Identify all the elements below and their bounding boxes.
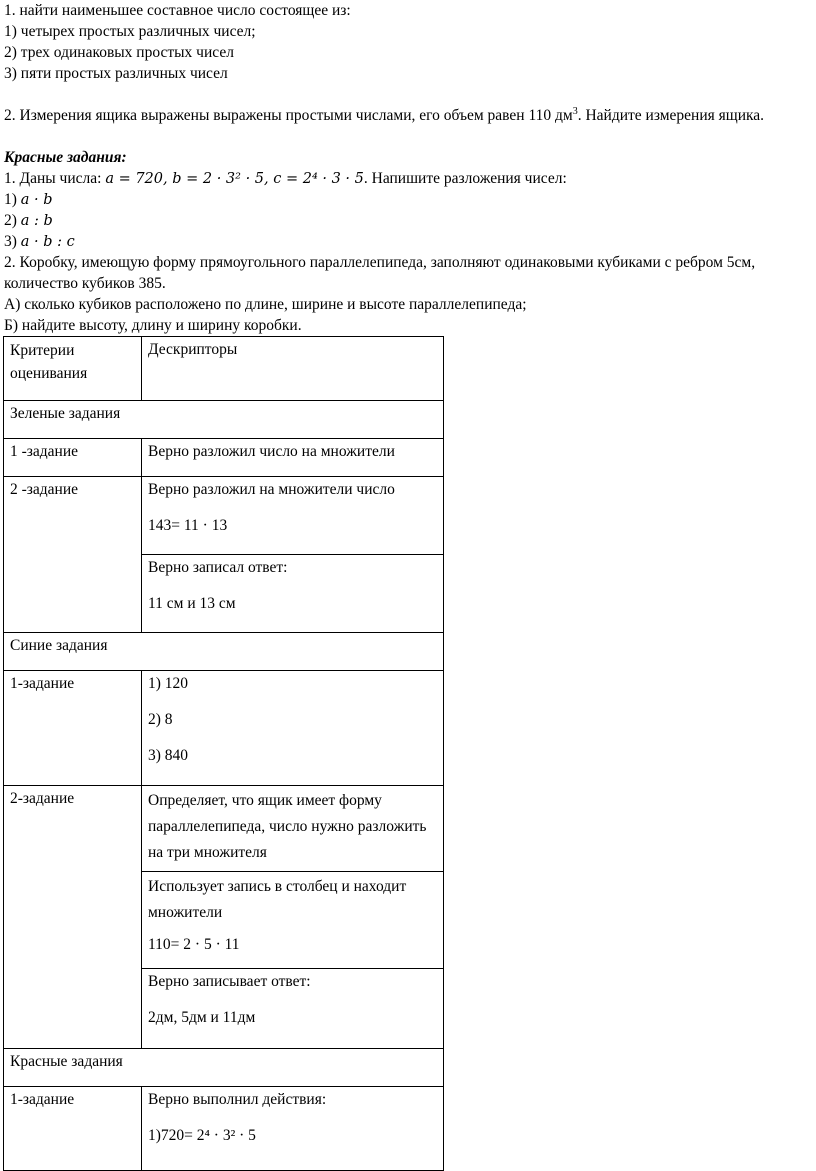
task-1-item-2: 2) трех одинаковых простых чисел — [4, 44, 234, 61]
section-red: Красные задания — [4, 1049, 444, 1087]
red-task-1-item-3: 3) a · b : c — [4, 233, 75, 250]
section-row-green — [4, 401, 444, 439]
descriptor-cell: Использует запись в столбец и находит множители 110= 2 · 5 · 11 — [142, 872, 444, 969]
red-task-2-part-b: Б) найдите высоту, длину и ширину коробки. — [4, 317, 302, 334]
task-1-item-1: 1) четырех простых различных чисел; — [4, 23, 256, 40]
section-blue: Синие задания — [4, 633, 444, 671]
red-tasks-title: Красные задания: — [4, 149, 127, 166]
task-cell: 1 -задание — [4, 439, 142, 477]
task-cell: 2-задание — [4, 786, 142, 1049]
section-row-blue — [4, 633, 444, 671]
red-task-2-text: 2. Коробку, имеющую форму прямоугольного параллелепипеда, заполняют одинаковыми кубиками с ребром 5см, количество кубиков 385. — [4, 254, 756, 292]
table-row — [4, 1087, 444, 1171]
red-task-1: 1. Даны числа: a = 720, b = 2 · 3² · 5, c = 2⁴ · 3 · 5. Напишите разложения чисел: — [4, 170, 567, 187]
task-cell: 1-задание — [4, 1087, 142, 1171]
descriptor-cell: Верно записал ответ: 11 см и 13 см — [142, 555, 444, 633]
section-row-red — [4, 1049, 444, 1087]
document-page — [4, 0, 812, 336]
given-numbers-formula: a = 720, b = 2 · 3² · 5, c = 2⁴ · 3 · 5 — [105, 171, 364, 187]
header-criteria: Критерии оценивания — [4, 337, 142, 401]
task-cell: 2 -задание — [4, 477, 142, 633]
criteria-table — [3, 336, 444, 1171]
task-1-title: 1. найти наименьшее составное число состоящее из: — [4, 2, 351, 19]
table-row — [4, 439, 444, 477]
section-green: Зеленые задания — [4, 401, 444, 439]
descriptor-cell: 1) 120 2) 8 3) 840 — [142, 671, 444, 786]
superscript: 3 — [572, 105, 578, 117]
red-task-1-item-1: 1) a · b — [4, 191, 53, 208]
descriptor-cell: Определяет, что ящик имеет форму параллелепипеда, число нужно разложить на три множителя — [142, 786, 444, 872]
descriptor-cell: Верно записывает ответ: 2дм, 5дм и 11дм — [142, 969, 444, 1049]
table-row — [4, 671, 444, 786]
descriptor-cell: Верно разложил на множители число 143= 11 · 13 — [142, 477, 444, 555]
task-cell: 1-задание — [4, 671, 142, 786]
table-header-row — [4, 337, 444, 401]
table-row — [4, 477, 444, 555]
header-descriptors: Дескрипторы — [142, 337, 444, 401]
descriptor-cell: Верно выполнил действия: 1)720= 2⁴ · 3² · 5 — [142, 1087, 444, 1171]
descriptor-cell: Верно разложил число на множители — [142, 439, 444, 477]
red-task-1-item-2: 2) a : b — [4, 212, 53, 229]
table-row — [4, 786, 444, 872]
task-1-item-3: 3) пяти простых различных чисел — [4, 65, 228, 82]
task-2-text: 2. Измерения ящика выражены выражены простыми числами, его объем равен 110 $дм^3$. Найдите измерения ящика. — [4, 105, 765, 124]
red-task-2-part-a: А) сколько кубиков расположено по длине, ширине и высоте параллелепипеда; — [4, 296, 527, 313]
